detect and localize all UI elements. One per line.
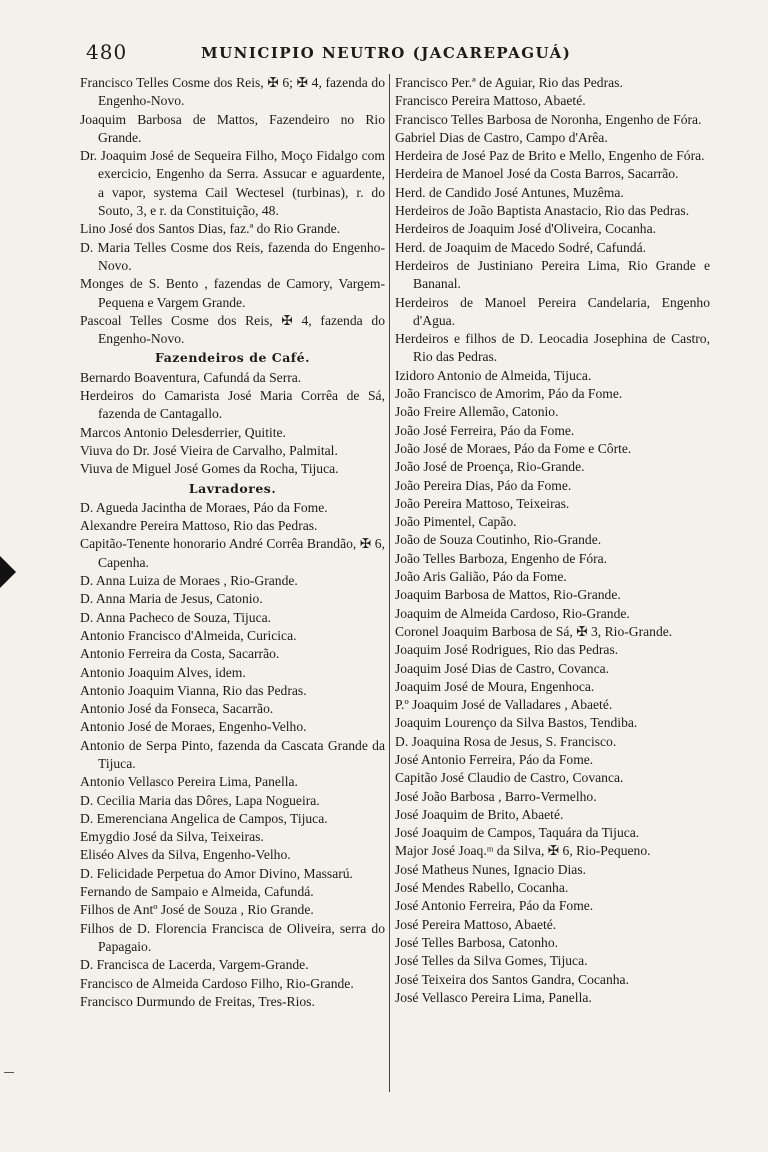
directory-entry: Filhos de Antº José de Souza , Rio Grande. bbox=[80, 902, 314, 918]
directory-entry: João Aris Galião, Páo da Fome. bbox=[395, 569, 567, 585]
directory-entry: José Antonio Ferreira, Páo da Fome. bbox=[395, 898, 594, 914]
directory-entry: José Telles Barbosa, Catonho. bbox=[395, 934, 559, 950]
directory-entry: José Telles da Silva Gomes, Tijuca. bbox=[395, 953, 588, 969]
directory-entry: José Vellasco Pereira Lima, Panella. bbox=[395, 989, 592, 1005]
directory-entry: João José de Proença, Rio-Grande. bbox=[395, 459, 585, 475]
directory-entry: Joaquim de Almeida Cardoso, Rio-Grande. bbox=[395, 605, 630, 621]
right-entries bbox=[395, 74, 710, 1007]
running-title: MUNICIPIO NEUTRO (JACAREPAGUÁ) bbox=[201, 44, 572, 62]
directory-entry: Herdeiros de Joaquim José d'Oliveira, Cocanha. bbox=[395, 221, 657, 237]
directory-entry: Antonio José da Fonseca, Sacarrão. bbox=[80, 701, 274, 717]
directory-entry: Eliséo Alves da Silva, Engenho-Velho. bbox=[80, 847, 291, 863]
directory-entry: Filhos de D. Florencia Francisca de Oliveira, serra do Papagaio. bbox=[80, 920, 385, 954]
directory-entry: Monges de S. Bento , fazendas de Camory, Vargem-Pequena e Vargem Grande. bbox=[80, 276, 385, 310]
directory-entry: Joaquim José Rodrigues, Rio das Pedras. bbox=[395, 642, 619, 658]
directory-entry: Herdeiros de Justiniano Pereira Lima, Rio Grande e Bananal. bbox=[395, 257, 710, 292]
directory-entry: Francisco Durmundo de Freitas, Tres-Rios. bbox=[80, 993, 315, 1009]
directory-entry: D. Joaquina Rosa de Jesus, S. Francisco. bbox=[395, 733, 617, 749]
directory-entry: José Matheus Nunes, Ignacio Dias. bbox=[395, 861, 587, 877]
margin-pointer-mark bbox=[0, 556, 16, 588]
section-heading-farmers: Lavradores. bbox=[188, 480, 277, 496]
directory-entry: Marcos Antonio Delesderrier, Quitite. bbox=[80, 424, 286, 440]
directory-entry: Antonio Joaquim Vianna, Rio das Pedras. bbox=[80, 682, 307, 698]
directory-entry: Pascoal Telles Cosme dos Reis, ✠ 4, fazenda do Engenho-Novo. bbox=[80, 312, 385, 347]
directory-entry: Herdeiros e filhos de D. Leocadia Josephina de Castro, Rio das Pedras. bbox=[395, 331, 710, 365]
column-divider bbox=[389, 74, 390, 1092]
directory-entry: D. Felicidade Perpetua do Amor Divino, Massarú. bbox=[80, 865, 353, 881]
directory-entry: D. Anna Maria de Jesus, Catonio. bbox=[80, 591, 263, 607]
directory-entry: Herd. de Joaquim de Macedo Sodré, Cafundá. bbox=[395, 239, 647, 255]
directory-entry: D. Maria Telles Cosme dos Reis, fazenda do Engenho-Novo. bbox=[80, 239, 385, 273]
directory-entry: Viuva de Miguel José Gomes da Rocha, Tijuca. bbox=[80, 461, 339, 477]
directory-entry: Fernando de Sampaio e Almeida, Cafundá. bbox=[80, 884, 314, 900]
directory-entry: Viuva do Dr. José Vieira de Carvalho, Palmital. bbox=[80, 442, 338, 458]
left-column bbox=[80, 74, 385, 1011]
directory-entry: José Mendes Rabello, Cocanha. bbox=[395, 880, 569, 896]
directory-entry: Francisco Pereira Mattoso, Abaeté. bbox=[395, 93, 586, 109]
margin-dash bbox=[4, 1072, 14, 1073]
directory-entry: Capitão José Claudio de Castro, Covanca. bbox=[395, 770, 624, 786]
directory-entry: João José Ferreira, Páo da Fome. bbox=[395, 422, 575, 438]
left-entries-farmers bbox=[80, 499, 385, 1011]
directory-entry: Francisco Telles Barbosa de Noronha, Engenho de Fóra. bbox=[395, 111, 702, 127]
directory-entry: Francisco de Almeida Cardoso Filho, Rio-Grande. bbox=[80, 975, 354, 991]
directory-entry: João Francisco de Amorim, Páo da Fome. bbox=[395, 386, 623, 402]
directory-entry: José Joaquim de Campos, Taquára da Tijuca. bbox=[395, 825, 640, 841]
directory-entry: Herdeira de José Paz de Brito e Mello, Engenho de Fóra. bbox=[395, 148, 705, 164]
directory-entry: José Teixeira dos Santos Gandra, Cocanha. bbox=[395, 971, 629, 987]
directory-entry: João Freire Allemão, Catonio. bbox=[395, 404, 559, 420]
directory-entry: D. Agueda Jacintha de Moraes, Páo da Fome. bbox=[80, 499, 328, 515]
directory-entry: Bernardo Boaventura, Cafundá da Serra. bbox=[80, 369, 302, 385]
directory-entry: Herdeiros de Manoel Pereira Candelaria, Engenho d'Agua. bbox=[395, 294, 710, 328]
directory-entry: Coronel Joaquim Barbosa de Sá, ✠ 3, Rio-Grande. bbox=[395, 623, 673, 639]
directory-entry: Izidoro Antonio de Almeida, Tijuca. bbox=[395, 367, 592, 383]
page-number: 480 bbox=[86, 40, 128, 64]
directory-entry: Joaquim Barbosa de Mattos, Rio-Grande. bbox=[395, 587, 621, 603]
directory-entry: Antonio de Serpa Pinto, fazenda da Cascata Grande da Tijuca. bbox=[80, 737, 385, 771]
directory-entry: Antonio José de Moraes, Engenho-Velho. bbox=[80, 719, 307, 735]
directory-entry: P.º Joaquim José de Valladares , Abaeté. bbox=[395, 697, 613, 713]
page-header bbox=[86, 40, 716, 68]
directory-entry: João Pereira Mattoso, Teixeiras. bbox=[395, 495, 570, 511]
right-column bbox=[395, 74, 710, 1007]
left-entries-coffee bbox=[80, 369, 385, 479]
directory-entry: Capitão-Tenente honorario André Corrêa Brandão, ✠ 6, Capenha. bbox=[80, 536, 385, 570]
directory-entry: João Telles Barboza, Engenho de Fóra. bbox=[395, 550, 608, 566]
directory-entry: Dr. Joaquim José de Sequeira Filho, Moço Fidalgo com exercicio, Engenho da Serra. Assucar e aguardente, a vapor, systema Cail Wectesel (turbinas), r. do Souto, 3, e r. da Constituição, 48. bbox=[80, 148, 385, 219]
directory-entry: João José de Moraes, Páo da Fome e Côrte. bbox=[395, 440, 632, 456]
directory-entry: Francisco Telles Cosme dos Reis, ✠ 6; ✠ 4, fazenda do Engenho-Novo. bbox=[80, 75, 385, 109]
directory-entry: Herd. de Candido José Antunes, Muzêma. bbox=[395, 184, 624, 200]
directory-entry: José Joaquim de Brito, Abaeté. bbox=[395, 806, 564, 822]
directory-entry: D. Cecilia Maria das Dôres, Lapa Nogueira. bbox=[80, 792, 320, 808]
directory-entry: Antonio Joaquim Alves, idem. bbox=[80, 664, 246, 680]
left-entries-plantation bbox=[80, 74, 385, 348]
directory-entry: João Pimentel, Capão. bbox=[395, 514, 517, 530]
directory-entry: Joaquim José Dias de Castro, Covanca. bbox=[395, 660, 610, 676]
directory-entry: João de Souza Coutinho, Rio-Grande. bbox=[395, 532, 602, 548]
directory-entry: José João Barbosa , Barro-Vermelho. bbox=[395, 788, 597, 804]
directory-entry: D. Francisca de Lacerda, Vargem-Grande. bbox=[80, 957, 309, 973]
directory-entry: Joaquim Barbosa de Mattos, Fazendeiro no Rio Grande. bbox=[80, 111, 385, 145]
directory-entry: Antonio Francisco d'Almeida, Curicica. bbox=[80, 627, 297, 643]
directory-entry: Gabriel Dias de Castro, Campo d'Arêa. bbox=[395, 129, 608, 145]
directory-entry: Emygdio José da Silva, Teixeiras. bbox=[80, 829, 264, 845]
directory-entry: Francisco Per.ª de Aguiar, Rio das Pedras. bbox=[395, 75, 623, 90]
directory-entry: José Antonio Ferreira, Páo da Fome. bbox=[395, 751, 594, 767]
directory-entry: Antonio Vellasco Pereira Lima, Panella. bbox=[80, 774, 298, 790]
directory-entry: João Pereira Dias, Páo da Fome. bbox=[395, 477, 572, 493]
directory-entry: D. Anna Luiza de Moraes , Rio-Grande. bbox=[80, 573, 298, 589]
directory-entry: Antonio Ferreira da Costa, Sacarrão. bbox=[80, 646, 280, 662]
directory-entry: D. Anna Pacheco de Souza, Tijuca. bbox=[80, 609, 272, 625]
directory-entry: D. Emerenciana Angelica de Campos, Tijuca. bbox=[80, 810, 328, 826]
directory-entry: Alexandre Pereira Mattoso, Rio das Pedras. bbox=[80, 518, 318, 534]
directory-entry: Major José Joaq.ᵐ da Silva, ✠ 6, Rio-Pequeno. bbox=[395, 843, 651, 859]
directory-entry: Herdeiros de João Baptista Anastacio, Rio das Pedras. bbox=[395, 203, 690, 219]
directory-entry: José Pereira Mattoso, Abaeté. bbox=[395, 916, 557, 932]
section-heading-coffee: Fazendeiros de Café. bbox=[155, 350, 310, 366]
directory-entry: Lino José dos Santos Dias, faz.ª do Rio Grande. bbox=[80, 221, 341, 237]
directory-entry: Herdeira de Manoel José da Costa Barros, Sacarrão. bbox=[395, 166, 679, 182]
directory-entry: Joaquim José de Moura, Engenhoca. bbox=[395, 678, 595, 694]
directory-entry: Herdeiros do Camarista José Maria Corrêa de Sá, fazenda de Cantagallo. bbox=[80, 388, 385, 422]
directory-entry: Joaquim Lourenço da Silva Bastos, Tendiba. bbox=[395, 715, 638, 731]
